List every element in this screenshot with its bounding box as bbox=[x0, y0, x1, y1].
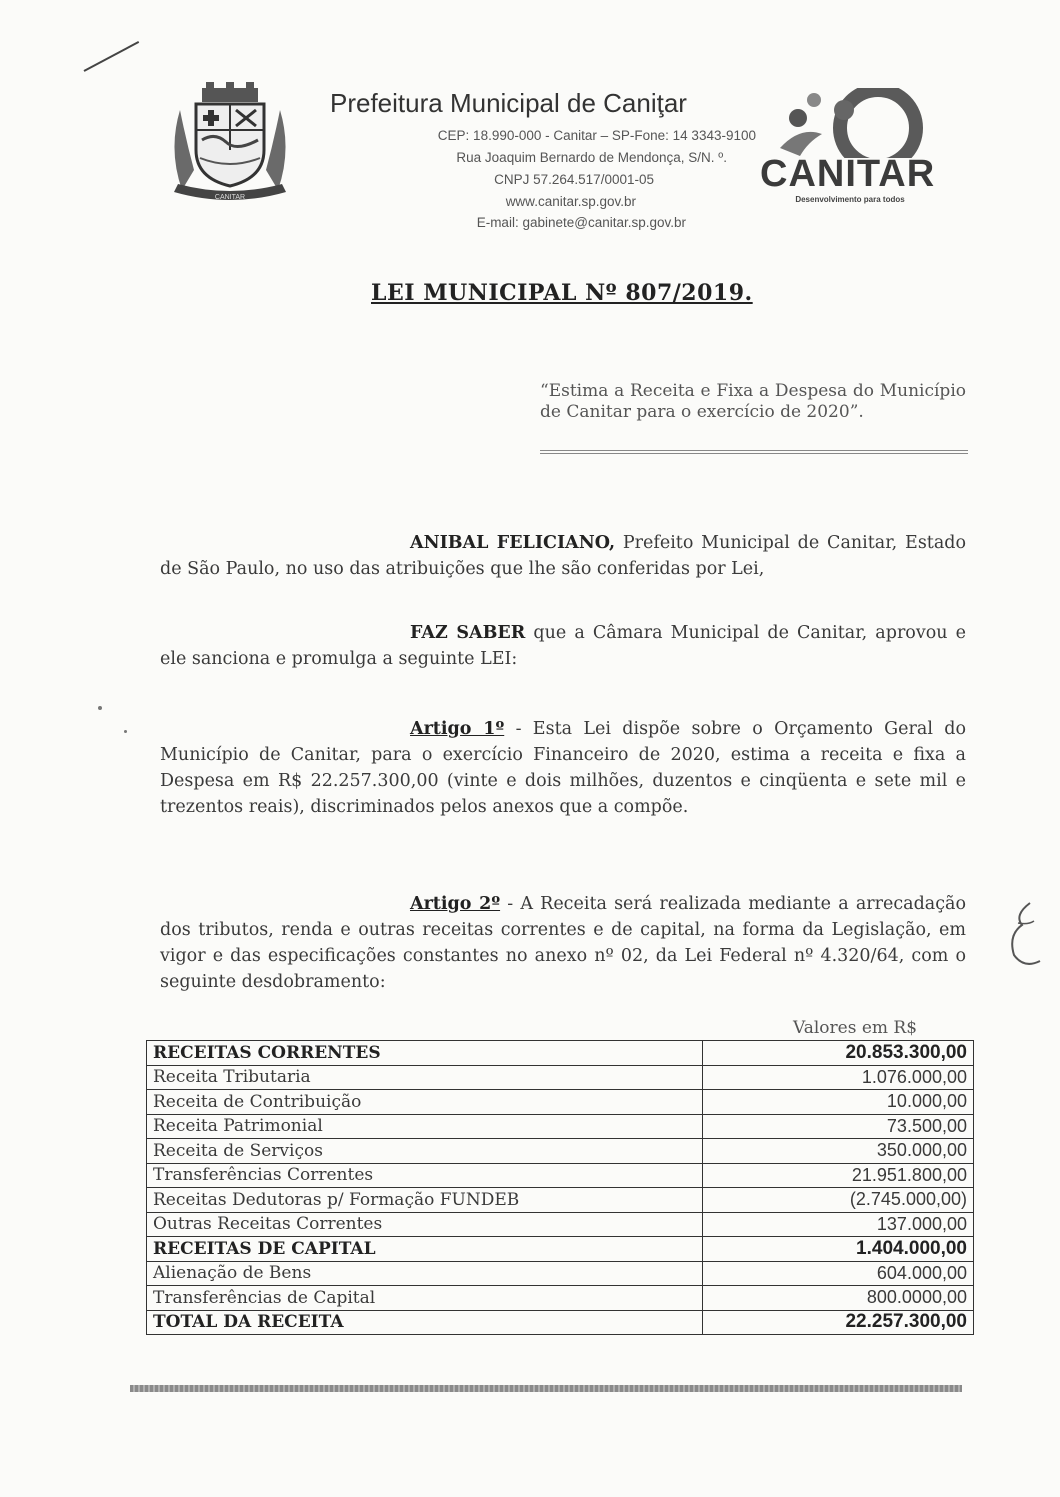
revenue-value: 73.500,00 bbox=[703, 1114, 974, 1139]
revenue-label: Receitas Dedutoras p/ Formação FUNDEB bbox=[147, 1188, 703, 1213]
revenue-value: 22.257.300,00 bbox=[703, 1310, 974, 1335]
revenue-label: RECEITAS DE CAPITAL bbox=[147, 1237, 703, 1262]
table-row bbox=[147, 1114, 974, 1139]
table-row bbox=[147, 1139, 974, 1164]
law-ementa: “Estima a Receita e Fixa a Despesa do Município de Canitar para o exercício de 2020”. bbox=[540, 381, 966, 422]
canitar-logo bbox=[760, 88, 940, 213]
revenue-label: Receita Tributaria bbox=[147, 1065, 703, 1090]
faz-saber-text: que a Câmara Municipal de Canitar, aprovou e ele sanciona e promulga a seguinte LEI: bbox=[160, 623, 966, 669]
revenue-label: RECEITAS CORRENTES bbox=[147, 1041, 703, 1066]
revenue-value: (2.745.000,00) bbox=[703, 1188, 974, 1213]
artigo-1-label: Artigo 1º bbox=[410, 719, 505, 739]
paragraph-artigo-2 bbox=[160, 891, 966, 995]
table-row bbox=[147, 1188, 974, 1213]
ementa-divider bbox=[540, 450, 968, 454]
revenue-label: Transferências de Capital bbox=[147, 1286, 703, 1311]
revenue-value: 1.404.000,00 bbox=[703, 1237, 974, 1262]
logo-wordmark: CANITAR bbox=[760, 153, 936, 195]
revenue-label: Receita de Serviços bbox=[147, 1139, 703, 1164]
table-row bbox=[147, 1041, 974, 1066]
artigo-2-label: Artigo 2º bbox=[410, 894, 501, 914]
revenue-label: Alienação de Bens bbox=[147, 1261, 703, 1286]
mayor-text: Prefeito Municipal de Canitar, Estado de São Paulo, no uso das atribuições que lhe são conferidas por Lei, bbox=[160, 533, 967, 579]
table-row bbox=[147, 1310, 974, 1335]
table-row bbox=[147, 1212, 974, 1237]
table-row bbox=[147, 1090, 974, 1115]
canitar-logo-icon bbox=[760, 88, 940, 158]
revenue-value: 604.000,00 bbox=[703, 1261, 974, 1286]
handwritten-initial-icon bbox=[1000, 895, 1050, 975]
table-row bbox=[147, 1286, 974, 1311]
municipal-crest-icon bbox=[160, 80, 300, 210]
header-cnpj: CNPJ 57.264.517/0001-05 bbox=[494, 172, 654, 187]
revenue-value: 137.000,00 bbox=[703, 1212, 974, 1237]
paragraph-faz-saber bbox=[160, 620, 966, 672]
revenue-label: Transferências Correntes bbox=[147, 1163, 703, 1188]
revenue-value: 10.000,00 bbox=[703, 1090, 974, 1115]
revenue-value: 1.076.000,00 bbox=[703, 1065, 974, 1090]
paragraph-mayor bbox=[160, 530, 966, 582]
scan-speck bbox=[124, 730, 127, 733]
footer-bar bbox=[130, 1385, 962, 1392]
faz-saber-label: FAZ SABER bbox=[410, 623, 526, 643]
paragraph-artigo-1 bbox=[160, 716, 966, 820]
revenue-value: 800.0000,00 bbox=[703, 1286, 974, 1311]
revenue-value: 21.951.800,00 bbox=[703, 1163, 974, 1188]
mayor-name: ANIBAL FELICIANO, bbox=[410, 533, 616, 553]
revenue-label: Receita Patrimonial bbox=[147, 1114, 703, 1139]
revenue-label: Receita de Contribuição bbox=[147, 1090, 703, 1115]
crest-label: CANITAR bbox=[214, 194, 246, 201]
law-title: LEI MUNICIPAL Nº 807/2019. bbox=[371, 280, 753, 306]
header-address-cep: CEP: 18.990-000 - Canitar – SP-Fone: 14 3343-9100 bbox=[437, 128, 756, 143]
header-website: www.canitar.sp.gov.br bbox=[505, 194, 636, 209]
revenue-value: 350.000,00 bbox=[703, 1139, 974, 1164]
header-email: E-mail: gabinete@canitar.sp.gov.br bbox=[476, 215, 686, 230]
table-row bbox=[147, 1163, 974, 1188]
pen-mark bbox=[84, 41, 140, 72]
revenue-label: Outras Receitas Correntes bbox=[147, 1212, 703, 1237]
table-row bbox=[147, 1261, 974, 1286]
table-row bbox=[147, 1065, 974, 1090]
revenue-label: TOTAL DA RECEITA bbox=[147, 1310, 703, 1335]
scan-speck bbox=[98, 706, 102, 710]
revenue-value: 20.853.300,00 bbox=[703, 1041, 974, 1066]
table-caption: Valores em R$ bbox=[793, 1018, 918, 1038]
logo-tagline: Desenvolvimento para todos bbox=[795, 195, 905, 204]
artigo-2-text: - A Receita será realizada mediante a arrecadação dos tributos, renda e outras receitas correntes e de capital, na forma da Legislação, em vigor e das especificações constantes no anexo nº 02, da Lei Federal nº 4.320/64, com o seguinte desdobramento: bbox=[160, 894, 966, 992]
artigo-1-text: - Esta Lei dispõe sobre o Orçamento Geral do Município de Canitar, para o exercício Financeiro de 2020, estima a receita e fixa a Despesa em R$ 22.257.300,00 (vinte e dois milhões, duzentos e cinqüenta e sete mil e trezentos reais), discriminados pelos anexos que a compõe. bbox=[160, 719, 966, 817]
table-row bbox=[147, 1237, 974, 1262]
header-title: Prefeitura Municipal de Caniţar bbox=[330, 88, 687, 118]
revenue-table bbox=[146, 1040, 974, 1335]
header-address-street: Rua Joaquim Bernardo de Mendonça, S/N. º. bbox=[456, 150, 727, 165]
